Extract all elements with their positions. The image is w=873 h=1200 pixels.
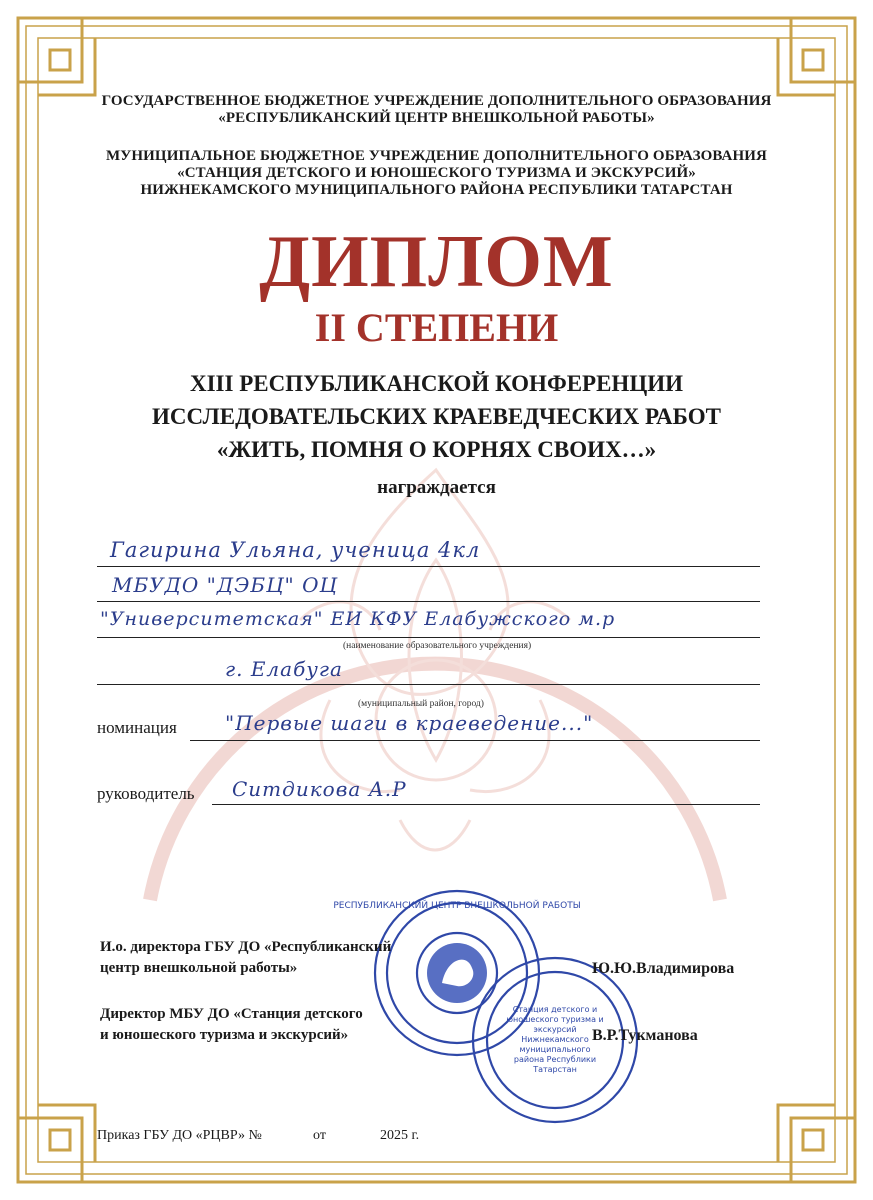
order-year: 2025 г.	[380, 1128, 420, 1143]
conference-line1: XIII РЕСПУБЛИКАНСКОЙ КОНФЕРЕНЦИИ	[190, 371, 683, 396]
order-label: Приказ ГБУ ДО «РЦВР» №	[97, 1128, 262, 1143]
recipient-line	[97, 566, 760, 567]
nomination-label: номинация	[97, 718, 177, 737]
school-line-1	[97, 601, 760, 602]
school-handwriting-2: "Университетская" ЕИ КФУ Елабужского м.р	[100, 608, 616, 630]
supervisor-label: руководитель	[97, 784, 195, 803]
header-org1-line2: «РЕСПУБЛИКАНСКИЙ ЦЕНТР ВНЕШКОЛЬНОЙ РАБОТЫ»	[218, 110, 655, 126]
signer-1-name: Ю.Ю.Владимирова	[592, 960, 735, 977]
city-line	[97, 684, 760, 685]
header-org2-line3: НИЖНЕКАМСКОГО МУНИЦИПАЛЬНОГО РАЙОНА РЕСПУБЛИКИ ТАТАРСТАН	[140, 182, 733, 198]
school-caption: (наименование образовательного учреждения)	[343, 641, 532, 651]
supervisor-handwriting: Ситдикова А.Р	[232, 777, 407, 801]
awarded-label: награждается	[377, 477, 496, 498]
conference-title: «ЖИТЬ, ПОМНЯ О КОРНЯХ СВОИХ…»	[216, 437, 657, 462]
signer-2-title-line2: и юношеского туризма и экскурсий»	[100, 1027, 349, 1043]
supervisor-line	[212, 804, 760, 805]
diploma-title: ДИПЛОМ	[259, 221, 614, 303]
nomination-line	[190, 740, 760, 741]
stamp-1-text: РЕСПУБЛИКАНСКИЙ ЦЕНТР ВНЕШКОЛЬНОЙ РАБОТЫ	[333, 901, 581, 911]
order-date-from: от	[313, 1128, 326, 1143]
signer-2-title-line1: Директор МБУ ДО «Станция детского	[100, 1006, 363, 1022]
header-org1-line1: ГОСУДАРСТВЕННОЕ БЮДЖЕТНОЕ УЧРЕЖДЕНИЕ ДОПОЛНИТЕЛЬНОГО ОБРАЗОВАНИЯ	[101, 93, 772, 109]
stamp-2-text: Станция детского и юношеского туризма и экскурсий Нижнекамского муниципального района Республики Татарстан	[506, 1005, 604, 1074]
diploma-degree: II СТЕПЕНИ	[314, 305, 559, 350]
city-caption: (муниципальный район, город)	[358, 699, 484, 709]
school-line-2	[97, 637, 760, 638]
recipient-handwriting: Гагирина Ульяна, ученица 4кл	[110, 538, 481, 562]
city-handwriting: г. Елабуга	[225, 657, 343, 681]
school-handwriting-1: МБУДО "ДЭБЦ" ОЦ	[112, 573, 338, 597]
header-org2-line2: «СТАНЦИЯ ДЕТСКОГО И ЮНОШЕСКОГО ТУРИЗМА И ЭКСКУРСИЙ»	[177, 165, 696, 181]
nomination-handwriting: "Первые шаги в краеведение..."	[225, 711, 594, 735]
header-org2-line1: МУНИЦИПАЛЬНОЕ БЮДЖЕТНОЕ УЧРЕЖДЕНИЕ ДОПОЛНИТЕЛЬНОГО ОБРАЗОВАНИЯ	[106, 148, 767, 164]
signer-2-name: В.Р.Тукманова	[592, 1027, 698, 1044]
signer-1-title-line2: центр внешкольной работы»	[100, 960, 298, 976]
signer-1-title-line1: И.о. директора ГБУ ДО «Республиканский	[100, 939, 392, 955]
conference-line2: ИССЛЕДОВАТЕЛЬСКИХ КРАЕВЕДЧЕСКИХ РАБОТ	[152, 404, 721, 429]
